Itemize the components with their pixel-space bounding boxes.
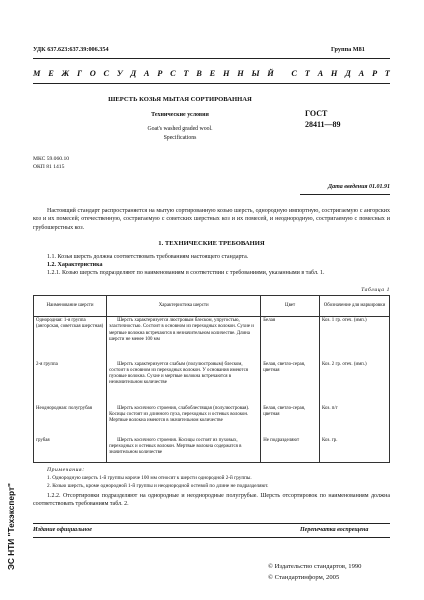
heading-letter: Ж [61,69,70,78]
document-title: ШЕРСТЬ КОЗЬЯ МЫТАЯ СОРТИРОВАННАЯ [108,96,252,103]
clause-1-1: 1.1. Козья шерсть должна соответствовать требованиям настоящего стандарта. [47,254,249,260]
col-header-color: Цвет [261,296,320,317]
footer-rule-bottom [33,537,390,538]
heading-letter: Р [371,69,378,78]
cell-description: Шерсть характеризуется люстровым блеском, упругостью, эластичностью. Состоит в основном из переходных волокон. Сухие и мертвые волокна встречаются в незначительном количестве. Длина шерсти не менее 100 мм [107,317,261,361]
heading-letter: В [196,69,202,78]
heading-letter: Н [222,69,230,78]
heading-letter: Т [384,69,390,78]
introduction-date: Дата введения 01.01.91 [328,184,390,190]
date-rule [300,194,390,195]
heading-letter: С [291,69,297,78]
english-title: Goat's washed graded wool. [147,126,213,132]
heading-letter: Е [209,69,216,78]
document-subtitle: Технические условия [151,112,209,118]
udk-code: УДК 637.623:637.39:006.354 [33,46,109,53]
heading-letter: Д [130,69,137,78]
scope-paragraph: Настоящий стандарт распространяется на мытую сортированную козью шерсть, однородную импортную, состригаемую с ангорских коз и их помесей; отечественную, состригаемую с советских шерстных коз и их помесей, и неоднородную, состригаемую с помесных и грубошерстных коз. [33,208,390,231]
gost-label: ГОСТ [305,109,328,118]
top-rule [33,58,390,59]
okp-code: ОКП 81 1415 [33,164,65,170]
col-header-name: Наименование шерсти [34,296,107,317]
cell-marking: Коз. гр. [319,437,389,463]
cell-name: 2-я группа [34,361,107,405]
mks-code: МКС 59.060.10 [33,156,70,162]
cell-name: Неоднородная: полугрубая [34,405,107,437]
heading-letter [282,69,284,78]
copyright-2: © Стандартинформ, 2005 [268,574,340,581]
heading-letter: Е [48,69,54,78]
table-row [34,437,390,463]
cell-color: Белая, светло-серая, цветная [261,361,320,405]
notes-title: Примечания: [47,467,85,473]
cell-marking: Коз. 2 гр. отеч. (имп.) [319,361,389,405]
heading-letter: С [170,69,176,78]
english-subtitle: Specifications [163,135,197,141]
heading-letter: М [33,69,41,78]
group-code: Группа М81 [331,46,365,53]
cell-name: грубая [34,437,107,463]
heading-letter: Н [237,69,244,78]
note-1: 1. Однородную шерсть 1-й группы короче 100 мм относят к шерсти однородной 2-й группы. [47,475,252,481]
reprint-prohibited: Перепечатка воспрещена [300,527,369,533]
heading-letter: А [317,69,324,78]
clause-1-2: 1.2. Характеристика [47,262,103,268]
heading-letter: Й [267,69,274,78]
table-header-row [34,296,390,317]
table-label: Таблица 1 [361,287,390,293]
cell-marking: Коз. 1 гр. отеч. (имп.) [319,317,389,361]
wool-characteristics-table [33,295,390,463]
cell-name: Однородная: 1-я группа (ангорская, советская шерстная) [34,317,107,361]
clause-1-2-2: 1.2.2. Отсортировки подразделяют на однородные и неоднородные полугрубые. Шерсть отсортировок по наименованиям должна соответствовать требованиям табл. 2. [33,493,390,508]
col-header-marking: Обозначение для маркировки [319,296,389,317]
official-edition: Издание официальное [33,527,92,533]
cell-description: Шерсть косичного строения. Косицы состоят из пуховых, переходных и остевых волокон. Мертвые волокна содержатся в значительном количестве [107,437,261,463]
cell-color: Белая [261,317,320,361]
heading-letter: Т [183,69,189,78]
cell-description: Шерсть косичного строения, слабоблестящая (полулюстровая). Косицы состоят из длинного пуха, переходных и остевых волокон. Мертвые волокна имеются в значительном количестве [107,405,261,437]
footer-rule-top [33,523,390,524]
cell-description: Шерсть характеризуется слабым (полулюстровым) блеском, состоит в основном из переходных волокон. У основания имеются пуховые волокна. Сухие и мертвые волокна встречаются в незначительном количестве [107,361,261,405]
table-row [34,405,390,437]
heading-letter: А [143,69,150,78]
copyright-1: © Издательство стандартов, 1990 [268,563,362,570]
note-2: 2. Козью шерсть, кроме однородной 1-й группы и неоднородной остевой по длине не подразделяют. [47,483,269,489]
heading-letter: Р [157,69,163,78]
heading-letter: Д [345,69,351,78]
cell-marking: Коз. п/г [319,405,389,437]
heading-letter: Ы [251,69,260,78]
heading-letter: Т [304,69,310,78]
heading-letter: Г [76,69,83,78]
section-title: 1. ТЕХНИЧЕСКИЕ ТРЕБОВАНИЯ [158,240,265,247]
heading-letter: У [116,69,123,78]
table-row [34,317,390,361]
heading-letter: С [103,69,110,78]
cell-color: Не подразделяют [261,437,320,463]
cell-color: Белая, светло-серая, цветная [261,405,320,437]
clause-1-2-1: 1.2.1. Козью шерсть подразделяют по наименованиям в соответствии с требованиями, указанными в табл. 1. [47,270,325,276]
heading-rule [33,83,390,84]
interstate-standard-heading [33,69,390,78]
side-stamp: ЭС НТИ "Техэксперт" [6,483,16,570]
col-header-characteristic: Характеристика шерсти [107,296,261,317]
heading-letter: О [89,69,96,78]
heading-letter: Н [330,69,338,78]
gost-number: 28411—89 [305,120,341,129]
table-row [34,361,390,405]
heading-letter: А [358,69,365,78]
